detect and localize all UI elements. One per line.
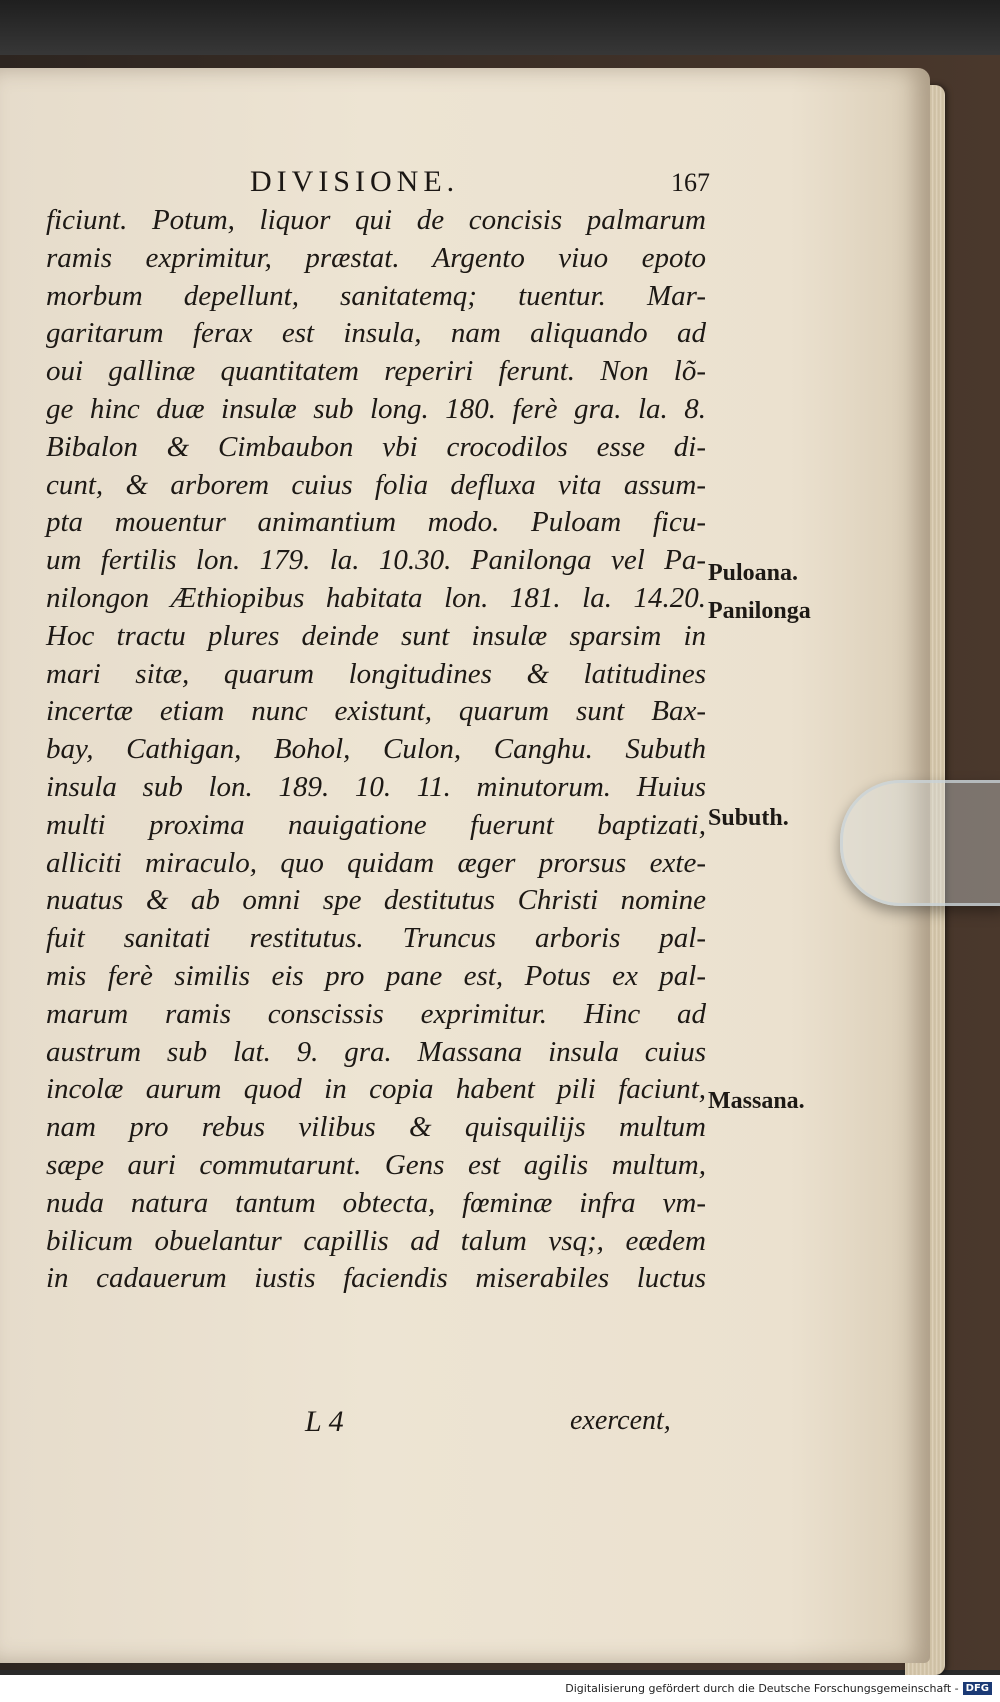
text-line: sæpe auri commutarunt. Gens est agilis multum, bbox=[46, 1148, 706, 1181]
footer-credit: Digitalisierung gefördert durch die Deutsche Forschungsgemeinschaft - bbox=[565, 1682, 959, 1695]
text-line: austrum sub lat. 9. gra. Massana insula cuius bbox=[46, 1035, 706, 1068]
text-line: ramis exprimitur, præstat. Argento viuo epoto bbox=[46, 241, 706, 274]
text-line: alliciti miraculo, quo quidam æger prorsus exte- bbox=[46, 846, 706, 879]
text-line: pta mouentur animantium modo. Puloam ficu- bbox=[46, 506, 706, 539]
body-text bbox=[46, 202, 706, 1298]
text-line: morbum depellunt, sanitatemq; tuentur. Mar- bbox=[46, 279, 706, 312]
text-line: um fertilis lon. 179. la. 10.30. Panilonga vel Pa- bbox=[46, 544, 706, 577]
text-line: insula sub lon. 189. 10. 11. minutorum. Huius bbox=[46, 770, 706, 803]
text-line: garitarum ferax est insula, nam aliquando ad bbox=[46, 317, 706, 350]
text-line: fuit sanitati restitutus. Truncus arboris pal- bbox=[46, 922, 706, 955]
text-line: marum ramis conscissis exprimitur. Hinc ad bbox=[46, 997, 706, 1030]
text-line: nuda natura tantum obtecta, fœminæ infra vm- bbox=[46, 1186, 706, 1219]
footer-bar bbox=[0, 1675, 1000, 1702]
text-line: multi proxima nauigatione fuerunt baptizati, bbox=[46, 808, 706, 841]
page-number: 167 bbox=[671, 168, 710, 197]
text-line: in cadauerum iustis faciendis miserabiles luctus bbox=[46, 1262, 706, 1295]
running-head: DIVISIONE. bbox=[250, 165, 460, 198]
scanner-top-border bbox=[0, 0, 1000, 62]
text-line: nilongon Æthiopibus habitata lon. 181. la. 14.20. bbox=[46, 581, 706, 614]
text-line: bilicum obuelantur capillis ad talum vsq;, eædem bbox=[46, 1224, 706, 1257]
text-line: incertæ etiam nunc existunt, quarum sunt Bax- bbox=[46, 695, 706, 728]
marginal-note-panilonga: Panilonga bbox=[708, 598, 811, 624]
page-header bbox=[250, 165, 710, 199]
text-line: incolæ aurum quod in copia habent pili faciunt, bbox=[46, 1073, 706, 1106]
text-line: mari sitæ, quarum longitudines & latitudines bbox=[46, 657, 706, 690]
dfg-logo: DFG bbox=[963, 1682, 992, 1695]
marginal-note-subuth: Subuth. bbox=[708, 805, 789, 831]
text-line: nam pro rebus vilibus & quisquilijs multum bbox=[46, 1111, 706, 1144]
text-line: cunt, & arborem cuius folia defluxa vita assum- bbox=[46, 468, 706, 501]
text-line: Hoc tractu plures deinde sunt insulæ sparsim in bbox=[46, 619, 706, 652]
text-line: nuatus & ab omni spe destitutus Christi nomine bbox=[46, 884, 706, 917]
page-clip bbox=[840, 780, 1000, 906]
text-line: ge hinc duæ insulæ sub long. 180. ferè gra. la. 8. bbox=[46, 392, 706, 425]
text-line: mis ferè similis eis pro pane est, Potus ex pal- bbox=[46, 959, 706, 992]
catchword: exercent, bbox=[570, 1405, 671, 1436]
marginal-note-puloana: Puloana. bbox=[708, 560, 799, 586]
text-line: bay, Cathigan, Bohol, Culon, Canghu. Subuth bbox=[46, 733, 706, 766]
text-line: oui gallinæ quantitatem reperiri ferunt. Non lõ- bbox=[46, 355, 706, 388]
signature-mark: L 4 bbox=[305, 1405, 344, 1438]
text-line: ficiunt. Potum, liquor qui de concisis palmarum bbox=[46, 204, 706, 236]
marginal-note-massana: Massana. bbox=[708, 1088, 805, 1114]
text-line: Bibalon & Cimbaubon vbi crocodilos esse di- bbox=[46, 430, 706, 463]
